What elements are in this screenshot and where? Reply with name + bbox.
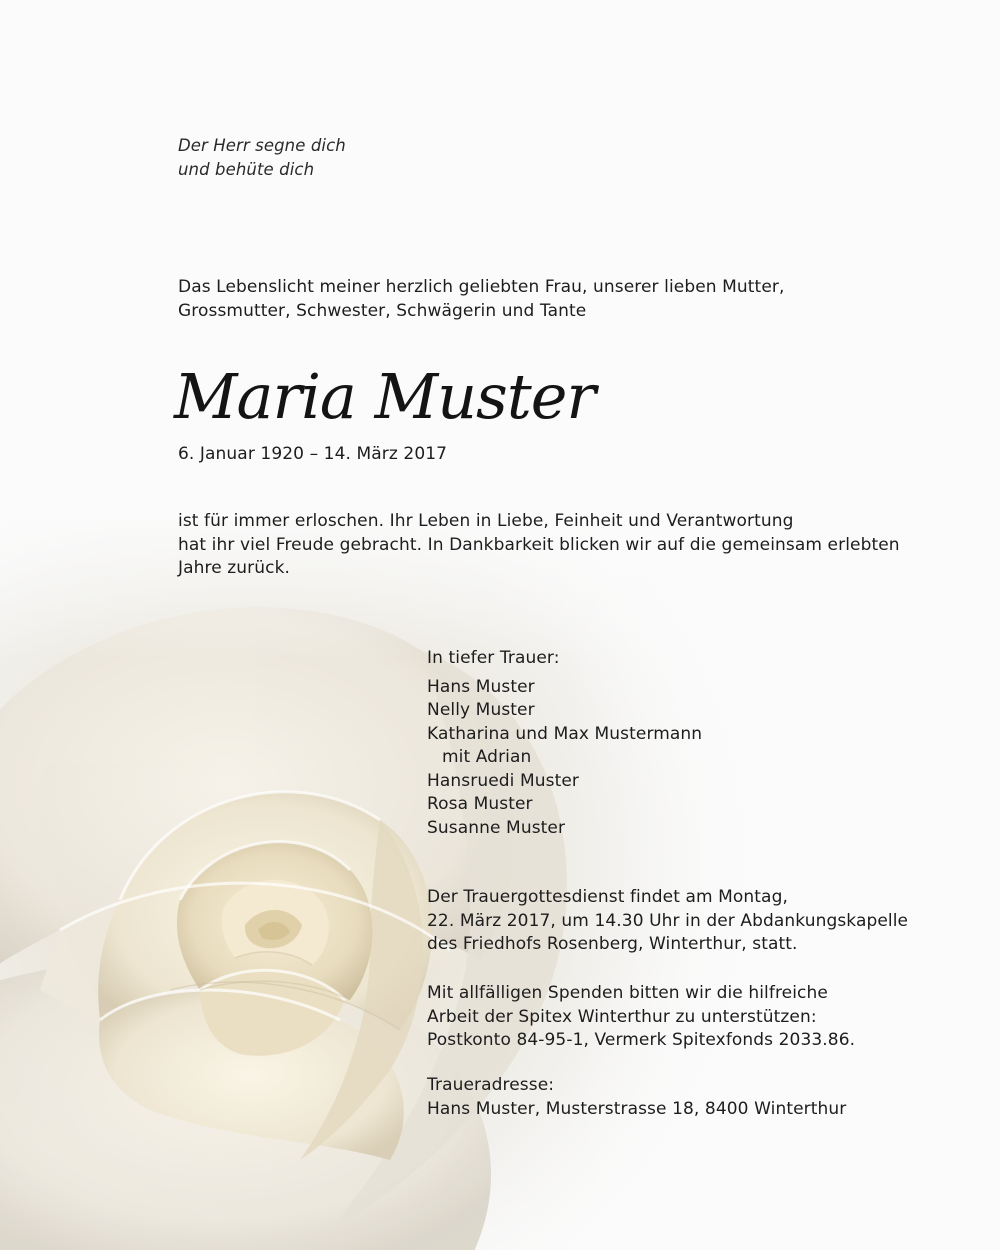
intro-text — [178, 276, 784, 323]
donation-line: Postkonto 84-95-1, Vermerk Spitexfonds 2033.86. — [427, 1030, 856, 1050]
address-value: Hans Muster, Musterstrasse 18, 8400 Winterthur — [427, 1098, 847, 1119]
bible-verse — [178, 134, 346, 181]
mourners-list — [427, 647, 702, 840]
mourners-heading: In tiefer Trauer: — [427, 648, 560, 668]
verse-line: Der Herr segne dich — [178, 136, 346, 155]
mourner-name: Hans Muster — [427, 676, 535, 697]
service-line: des Friedhofs Rosenberg, Winterthur, statt. — [427, 934, 798, 954]
deceased-name: Maria Muster — [174, 360, 596, 433]
address-label: Traueradresse: — [427, 1075, 555, 1095]
intro-line: Das Lebenslicht meiner herzlich geliebten Frau, unserer lieben Mutter, — [178, 277, 785, 297]
mourning-address — [427, 1074, 846, 1121]
tribute-line: ist für immer erloschen. Ihr Leben in Liebe, Feinheit und Verantwortung — [178, 511, 794, 531]
mourner-name: Hansruedi Muster — [427, 770, 579, 791]
intro-line: Grossmutter, Schwester, Schwägerin und Tante — [178, 300, 587, 321]
tribute-text — [178, 510, 900, 581]
mourner-name: Nelly Muster — [427, 700, 535, 720]
donation-info — [427, 982, 855, 1053]
tribute-line: Jahre zurück. — [178, 558, 291, 578]
tribute-line: hat ihr viel Freude gebracht. In Dankbarkeit blicken wir auf die gemeinsam erlebten — [178, 534, 900, 555]
mourner-name: mit Adrian — [442, 747, 532, 767]
mourner-name: Susanne Muster — [427, 817, 566, 838]
verse-line: und behüte dich — [178, 159, 315, 179]
mourner-name: Rosa Muster — [427, 794, 533, 814]
life-dates: 6. Januar 1920 – 14. März 2017 — [178, 444, 448, 464]
donation-line: Arbeit der Spitex Winterthur zu unterstützen: — [427, 1006, 817, 1027]
funeral-service-info — [427, 886, 908, 957]
service-line: 22. März 2017, um 14.30 Uhr in der Abdankungskapelle — [427, 910, 909, 931]
mourner-name: Katharina und Max Mustermann — [427, 723, 703, 744]
service-line: Der Trauergottesdienst findet am Montag, — [427, 887, 788, 907]
donation-line: Mit allfälligen Spenden bitten wir die hilfreiche — [427, 983, 828, 1003]
